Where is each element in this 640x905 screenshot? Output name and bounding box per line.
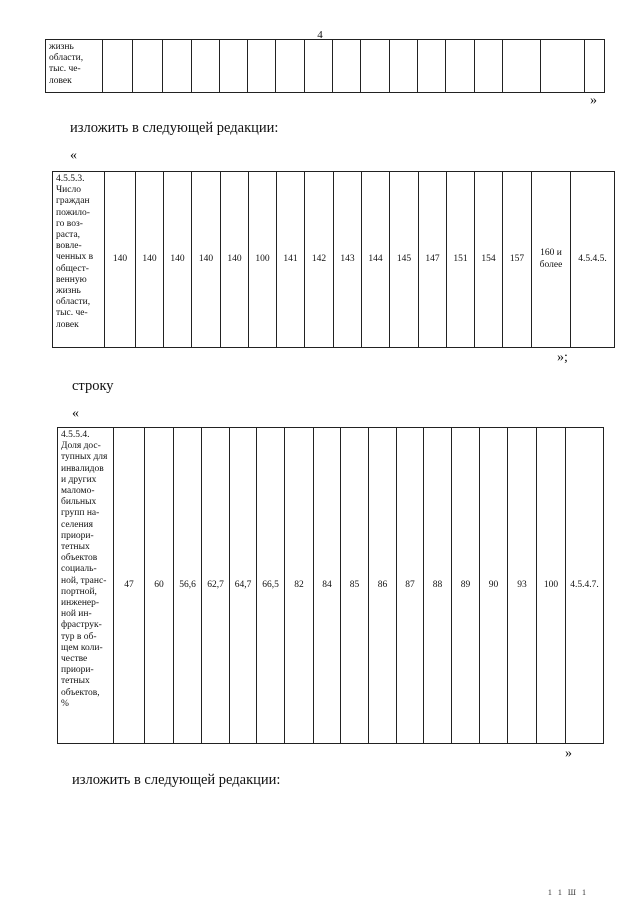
label-line: бильных	[61, 497, 97, 508]
label-line: щем коли-	[61, 642, 103, 653]
table-cell	[220, 40, 248, 93]
table-row	[58, 428, 604, 744]
table-indicator-4-5-5-4	[57, 427, 604, 744]
label-line: тетных	[61, 542, 90, 553]
table-cell	[248, 40, 276, 93]
table-cell: 64,7	[230, 428, 257, 744]
table-cell: 151	[447, 172, 475, 348]
table-cell	[532, 172, 571, 348]
label-line: 4.5.5.4.	[61, 430, 90, 440]
label-line: тупных для	[61, 452, 108, 463]
table-top-fragment	[45, 39, 605, 93]
table-cell: 157	[503, 172, 532, 348]
footer-mark: 1 1 Ш 1	[547, 888, 588, 897]
row-label	[58, 428, 114, 744]
closing-quote: »	[565, 746, 572, 761]
label-line: социаль-	[61, 564, 97, 575]
instruction-text: строку	[72, 378, 114, 394]
table-cell	[503, 40, 541, 93]
table-cell: 89	[452, 428, 480, 744]
table-cell: 147	[419, 172, 447, 348]
label-line: Число	[56, 185, 81, 196]
label-line: области,	[49, 53, 84, 64]
cell-line: более	[539, 259, 563, 270]
label-line: пожило-	[56, 207, 90, 218]
table-cell	[390, 40, 418, 93]
label-line: селения	[61, 519, 94, 530]
label-line: тетных	[61, 676, 90, 687]
reference-cell: 4.5.4.7.	[566, 428, 604, 744]
label-line: жизнь	[49, 42, 74, 52]
closing-quote: »;	[557, 350, 568, 365]
table-cell	[333, 40, 361, 93]
table-cell	[541, 40, 585, 93]
table-cell: 100	[537, 428, 566, 744]
label-line: раста,	[56, 230, 81, 241]
label-line: го воз-	[56, 218, 83, 229]
table-cell: 87	[397, 428, 424, 744]
label-line: ной ин-	[61, 609, 92, 620]
cell-line: 160 и	[540, 248, 562, 259]
table-cell: 60	[145, 428, 174, 744]
row-label	[46, 40, 103, 93]
label-line: области,	[56, 297, 91, 308]
label-line: честве	[61, 654, 88, 665]
table-cell	[276, 40, 305, 93]
label-line: граждан	[56, 196, 90, 207]
label-line: приори-	[61, 665, 94, 676]
table-cell: 145	[390, 172, 419, 348]
table-cell: 47	[114, 428, 145, 744]
table-cell	[133, 40, 163, 93]
table-cell: 93	[508, 428, 537, 744]
table-cell: 90	[480, 428, 508, 744]
label-line: объектов	[61, 553, 98, 564]
table-cell: 141	[277, 172, 305, 348]
label-line: тыс. че-	[49, 64, 81, 75]
label-line: маломо-	[61, 486, 95, 497]
table-cell	[163, 40, 192, 93]
table-cell: 88	[424, 428, 452, 744]
label-line: фраструк-	[61, 620, 102, 631]
label-line: %	[61, 698, 69, 709]
table-row	[53, 172, 615, 348]
table-cell	[418, 40, 446, 93]
table-cell: 56,6	[174, 428, 202, 744]
table-cell: 140	[221, 172, 249, 348]
label-line: ловек	[49, 75, 72, 86]
reference-cell: 4.5.4.5.	[571, 172, 615, 348]
label-line: групп на-	[61, 508, 100, 519]
label-line: ловек	[56, 319, 79, 330]
table-cell	[192, 40, 220, 93]
table-cell	[446, 40, 475, 93]
label-line: тур в об-	[61, 631, 97, 642]
table-cell: 140	[105, 172, 136, 348]
label-line: объектов,	[61, 687, 100, 698]
table-cell	[103, 40, 133, 93]
label-line: ченных в	[56, 252, 94, 263]
label-line: жизнь	[56, 286, 81, 297]
table-cell: 86	[369, 428, 397, 744]
label-line: 4.5.5.3.	[56, 174, 85, 184]
row-label	[53, 172, 105, 348]
table-indicator-4-5-5-3	[52, 171, 615, 348]
label-line: тыс. че-	[56, 308, 88, 319]
table-cell	[585, 40, 605, 93]
table-cell: 140	[192, 172, 221, 348]
label-line: общест-	[56, 263, 89, 274]
table-cell: 85	[341, 428, 369, 744]
table-cell: 84	[314, 428, 341, 744]
instruction-text: изложить в следующей редакции:	[70, 120, 279, 136]
opening-quote: «	[70, 148, 77, 163]
table-cell: 82	[285, 428, 314, 744]
page-number: 4	[317, 29, 323, 41]
instruction-text: изложить в следующей редакции:	[72, 772, 281, 788]
table-cell: 142	[305, 172, 334, 348]
table-cell	[475, 40, 503, 93]
table-cell: 154	[475, 172, 503, 348]
table-cell	[305, 40, 333, 93]
label-line: портной,	[61, 586, 97, 597]
table-cell: 100	[249, 172, 277, 348]
opening-quote: «	[72, 406, 79, 421]
table-cell: 140	[136, 172, 164, 348]
table-cell: 62,7	[202, 428, 230, 744]
label-line: Доля дос-	[61, 441, 101, 452]
label-line: инвалидов	[61, 463, 104, 474]
table-cell: 140	[164, 172, 192, 348]
table-cell	[361, 40, 390, 93]
label-line: венную	[56, 274, 87, 285]
table-cell: 144	[362, 172, 390, 348]
label-line: ной, транс-	[61, 575, 107, 586]
label-line: вовле-	[56, 241, 82, 252]
label-line: и других	[61, 474, 97, 485]
table-cell: 143	[334, 172, 362, 348]
table-row	[46, 40, 605, 93]
closing-quote: »	[590, 93, 597, 108]
label-line: приори-	[61, 530, 94, 541]
table-cell: 66,5	[257, 428, 285, 744]
label-line: инженер-	[61, 598, 100, 609]
